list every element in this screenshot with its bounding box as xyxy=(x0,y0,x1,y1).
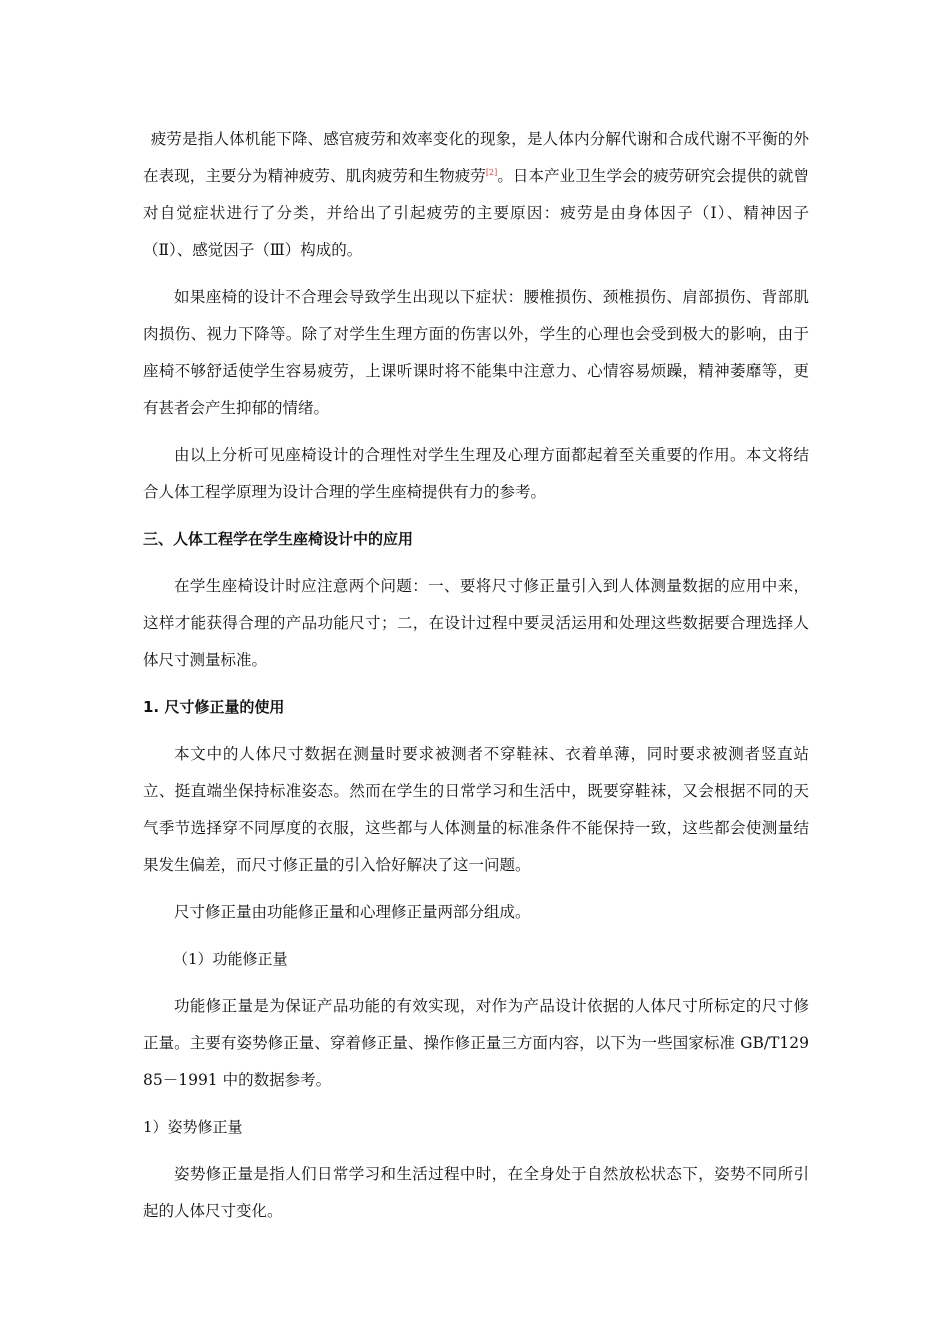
paragraph-posture-correction: 姿势修正量是指人们日常学习和生活过程中时，在全身处于自然放松状态下，姿势不同所引起的人体尺寸变化。 xyxy=(143,1165,809,1220)
section-heading-3: 三、人体工程学在学生座椅设计中的应用 xyxy=(143,530,414,548)
paragraph-symptoms: 如果座椅的设计不合理会导致学生出现以下症状：腰椎损伤、颈椎损伤、肩部损伤、背部肌肉损伤、视力下降等。除了对学生生理方面的伤害以外，学生的心理也会受到极大的影响，由于座椅不够舒适使学生容易疲劳，上课听课时将不能集中注意力、心情容易烦躁，精神萎靡等，更有甚者会产生抑郁的情绪。 xyxy=(143,288,809,417)
paragraph-text: 。日本产业卫生学会的疲劳研究会提供的就曾对自觉症状进行了分类，并给出了引起疲劳的主要原因：疲劳是由身体因子（Ⅰ）、精神因子（Ⅱ）、感觉因子（Ⅲ）构成的。 xyxy=(143,167,809,259)
reference-marker[interactable]: [2] xyxy=(485,167,498,177)
paragraph-fatigue-definition xyxy=(143,121,809,269)
paragraph-text: 疲劳是指人体机能下降、感官疲劳和效率变化的现象，是人体内分解代谢和合成代谢不平衡的外在表现，主要分为精神疲劳、肌肉疲劳和生物疲劳 xyxy=(143,130,809,185)
subsection-heading-1: 1. 尺寸修正量的使用 xyxy=(143,698,285,716)
paragraph-composition: 尺寸修正量由功能修正量和心理修正量两部分组成。 xyxy=(174,903,531,921)
paragraph-functional-correction: 功能修正量是为保证产品功能的有效实现，对作为产品设计依据的人体尺寸所标定的尺寸修正量。主要有姿势修正量、穿着修正量、操作修正量三方面内容，以下为一些国家标准 GB/T12985－1991 中的数据参考。 xyxy=(143,997,809,1089)
paragraph-two-issues: 在学生座椅设计时应注意两个问题：一、要将尺寸修正量引入到人体测量数据的应用中来，这样才能获得合理的产品功能尺寸；二，在设计过程中要灵活运用和处理这些数据要合理选择人体尺寸测量标准。 xyxy=(143,577,809,669)
document-page xyxy=(143,121,809,1240)
paragraph-measurement: 本文中的人体尺寸数据在测量时要求被测者不穿鞋袜、衣着单薄，同时要求被测者竖直站立、挺直端坐保持标准姿态。然而在学生的日常学习和生活中，既要穿鞋袜，又会根据不同的天气季节选择穿不同厚度的衣服，这些都与人体测量的标准条件不能保持一致，这些都会使测量结果发生偏差，而尺寸修正量的引入恰好解决了这一问题。 xyxy=(143,745,809,874)
subheading-functional-correction: （1）功能修正量 xyxy=(173,950,288,968)
subheading-posture-correction: 1）姿势修正量 xyxy=(143,1118,243,1136)
paragraph-analysis: 由以上分析可见座椅设计的合理性对学生生理及心理方面都起着至关重要的作用。本文将结合人体工程学原理为设计合理的学生座椅提供有力的参考。 xyxy=(143,446,809,501)
